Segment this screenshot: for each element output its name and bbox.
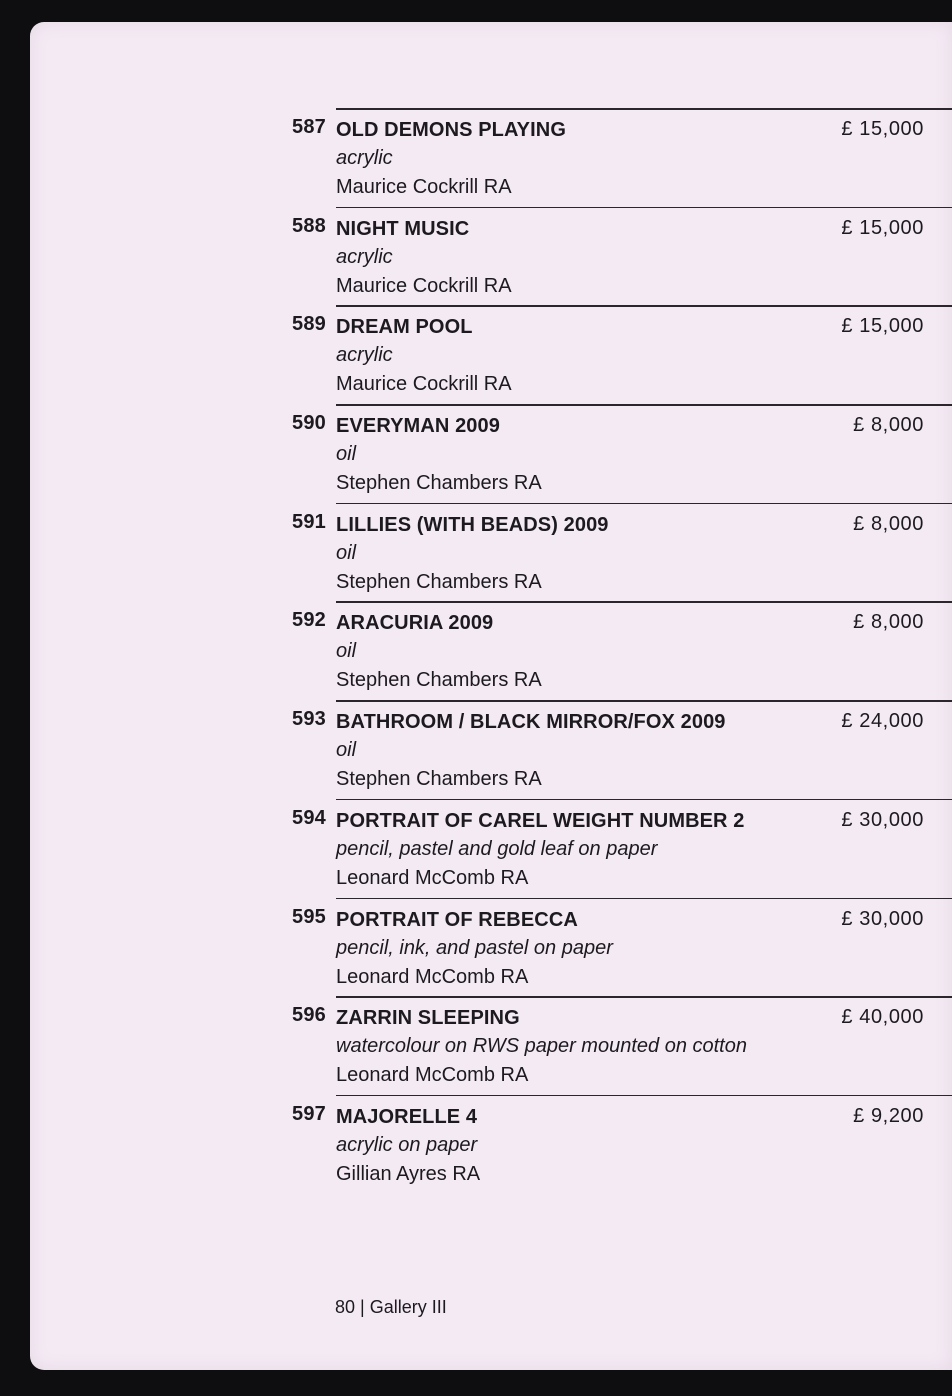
artist-name: Leonard McComb RA: [336, 965, 529, 988]
entry-divider: [336, 898, 952, 900]
artwork-title: OLD DEMONS PLAYING: [336, 119, 566, 141]
catalogue-entry: [30, 503, 952, 602]
artwork-price: £ 15,000: [841, 118, 924, 140]
lot-number: 596: [292, 1004, 326, 1027]
entry-divider: [336, 503, 952, 505]
artwork-price: £ 15,000: [841, 315, 924, 338]
lot-number: 597: [292, 1102, 326, 1125]
artwork-medium: watercolour on RWS paper mounted on cotton: [336, 1035, 747, 1058]
lot-number: 593: [292, 708, 326, 731]
catalogue-entry: [30, 207, 952, 306]
artwork-price: £ 8,000: [853, 512, 924, 535]
artist-name: Leonard McComb RA: [336, 866, 529, 889]
lot-number: 594: [292, 806, 326, 829]
artwork-title: NIGHT MUSIC: [336, 217, 470, 240]
artwork-medium: acrylic: [336, 344, 393, 367]
artist-name: Maurice Cockrill RA: [336, 373, 512, 396]
catalogue-entry: [30, 1095, 952, 1194]
artwork-title: ZARRIN SLEEPING: [336, 1007, 520, 1030]
entry-details: [336, 412, 836, 497]
artwork-medium: pencil, ink, and pastel on paper: [336, 936, 613, 959]
artist-name: Stephen Chambers RA: [336, 472, 542, 495]
entry-divider: [336, 404, 952, 406]
catalogue-entry: [30, 799, 952, 898]
entry-divider: [336, 305, 952, 307]
catalogue-entry: [30, 305, 952, 404]
lot-number: 590: [292, 412, 326, 435]
artist-name: Stephen Chambers RA: [336, 768, 542, 791]
artwork-medium: oil: [336, 739, 357, 762]
entry-divider: [336, 1095, 952, 1097]
catalogue-entry: [30, 601, 952, 700]
catalogue-entry: [30, 404, 952, 503]
entry-details: [336, 609, 836, 694]
page-footer: 80 | Gallery III: [335, 1297, 447, 1317]
entry-details: [336, 1004, 836, 1089]
artwork-price: £ 40,000: [841, 1006, 924, 1029]
entry-divider: [336, 207, 952, 209]
catalogue-entry: [30, 996, 952, 1095]
artist-name: Maurice Cockrill RA: [336, 176, 512, 198]
artwork-medium: oil: [336, 443, 357, 466]
artwork-price: £ 15,000: [841, 216, 924, 239]
entry-details: [336, 1103, 836, 1188]
artist-name: Leonard McComb RA: [336, 1064, 529, 1087]
artwork-title: ARACURIA 2009: [336, 612, 494, 635]
entry-details: [336, 215, 836, 300]
catalogue-entry: [30, 898, 952, 997]
entry-details: [336, 906, 836, 991]
artwork-price: £ 8,000: [853, 611, 924, 634]
entry-divider: [336, 601, 952, 603]
entry-details: [336, 511, 836, 596]
artwork-title: BATHROOM / BLACK MIRROR/FOX 2009: [336, 711, 726, 734]
artwork-price: £ 30,000: [841, 907, 924, 930]
entry-details: [336, 116, 836, 201]
artwork-medium: oil: [336, 640, 357, 663]
artwork-title: PORTRAIT OF REBECCA: [336, 908, 578, 931]
artwork-medium: acrylic: [336, 245, 393, 268]
artwork-title: EVERYMAN 2009: [336, 415, 500, 438]
lot-number: 592: [292, 609, 326, 632]
entry-details: [336, 807, 836, 892]
artwork-medium: acrylic: [336, 147, 393, 169]
lot-number: 587: [292, 116, 326, 138]
artwork-title: DREAM POOL: [336, 316, 473, 339]
lot-number: 595: [292, 905, 326, 928]
artwork-title: LILLIES (WITH BEADS) 2009: [336, 513, 609, 536]
artist-name: Stephen Chambers RA: [336, 669, 542, 692]
artist-name: Maurice Cockrill RA: [336, 274, 512, 297]
entry-divider: [336, 996, 952, 998]
lot-number: 589: [292, 313, 326, 336]
artwork-medium: pencil, pastel and gold leaf on paper: [336, 837, 658, 860]
artwork-price: £ 8,000: [853, 414, 924, 437]
lot-number: 591: [292, 510, 326, 533]
artwork-price: £ 30,000: [841, 808, 924, 831]
entry-details: [336, 313, 836, 398]
artwork-title: MAJORELLE 4: [336, 1105, 478, 1128]
artwork-medium: oil: [336, 541, 357, 564]
catalogue-entry: [30, 108, 952, 207]
catalogue-list: [30, 108, 952, 1194]
artwork-price: £ 24,000: [841, 710, 924, 733]
artwork-medium: acrylic on paper: [336, 1133, 478, 1156]
artwork-title: PORTRAIT OF CAREL WEIGHT NUMBER 2: [336, 809, 745, 832]
artwork-price: £ 9,200: [853, 1104, 924, 1127]
entry-divider: [336, 700, 952, 702]
catalogue-entry: [30, 700, 952, 799]
artist-name: Stephen Chambers RA: [336, 570, 542, 593]
entry-divider: [336, 108, 952, 110]
entry-details: [336, 708, 836, 793]
lot-number: 588: [292, 214, 326, 237]
entry-divider: [336, 799, 952, 801]
artist-name: Gillian Ayres RA: [336, 1162, 481, 1185]
catalogue-page: [30, 22, 952, 1370]
